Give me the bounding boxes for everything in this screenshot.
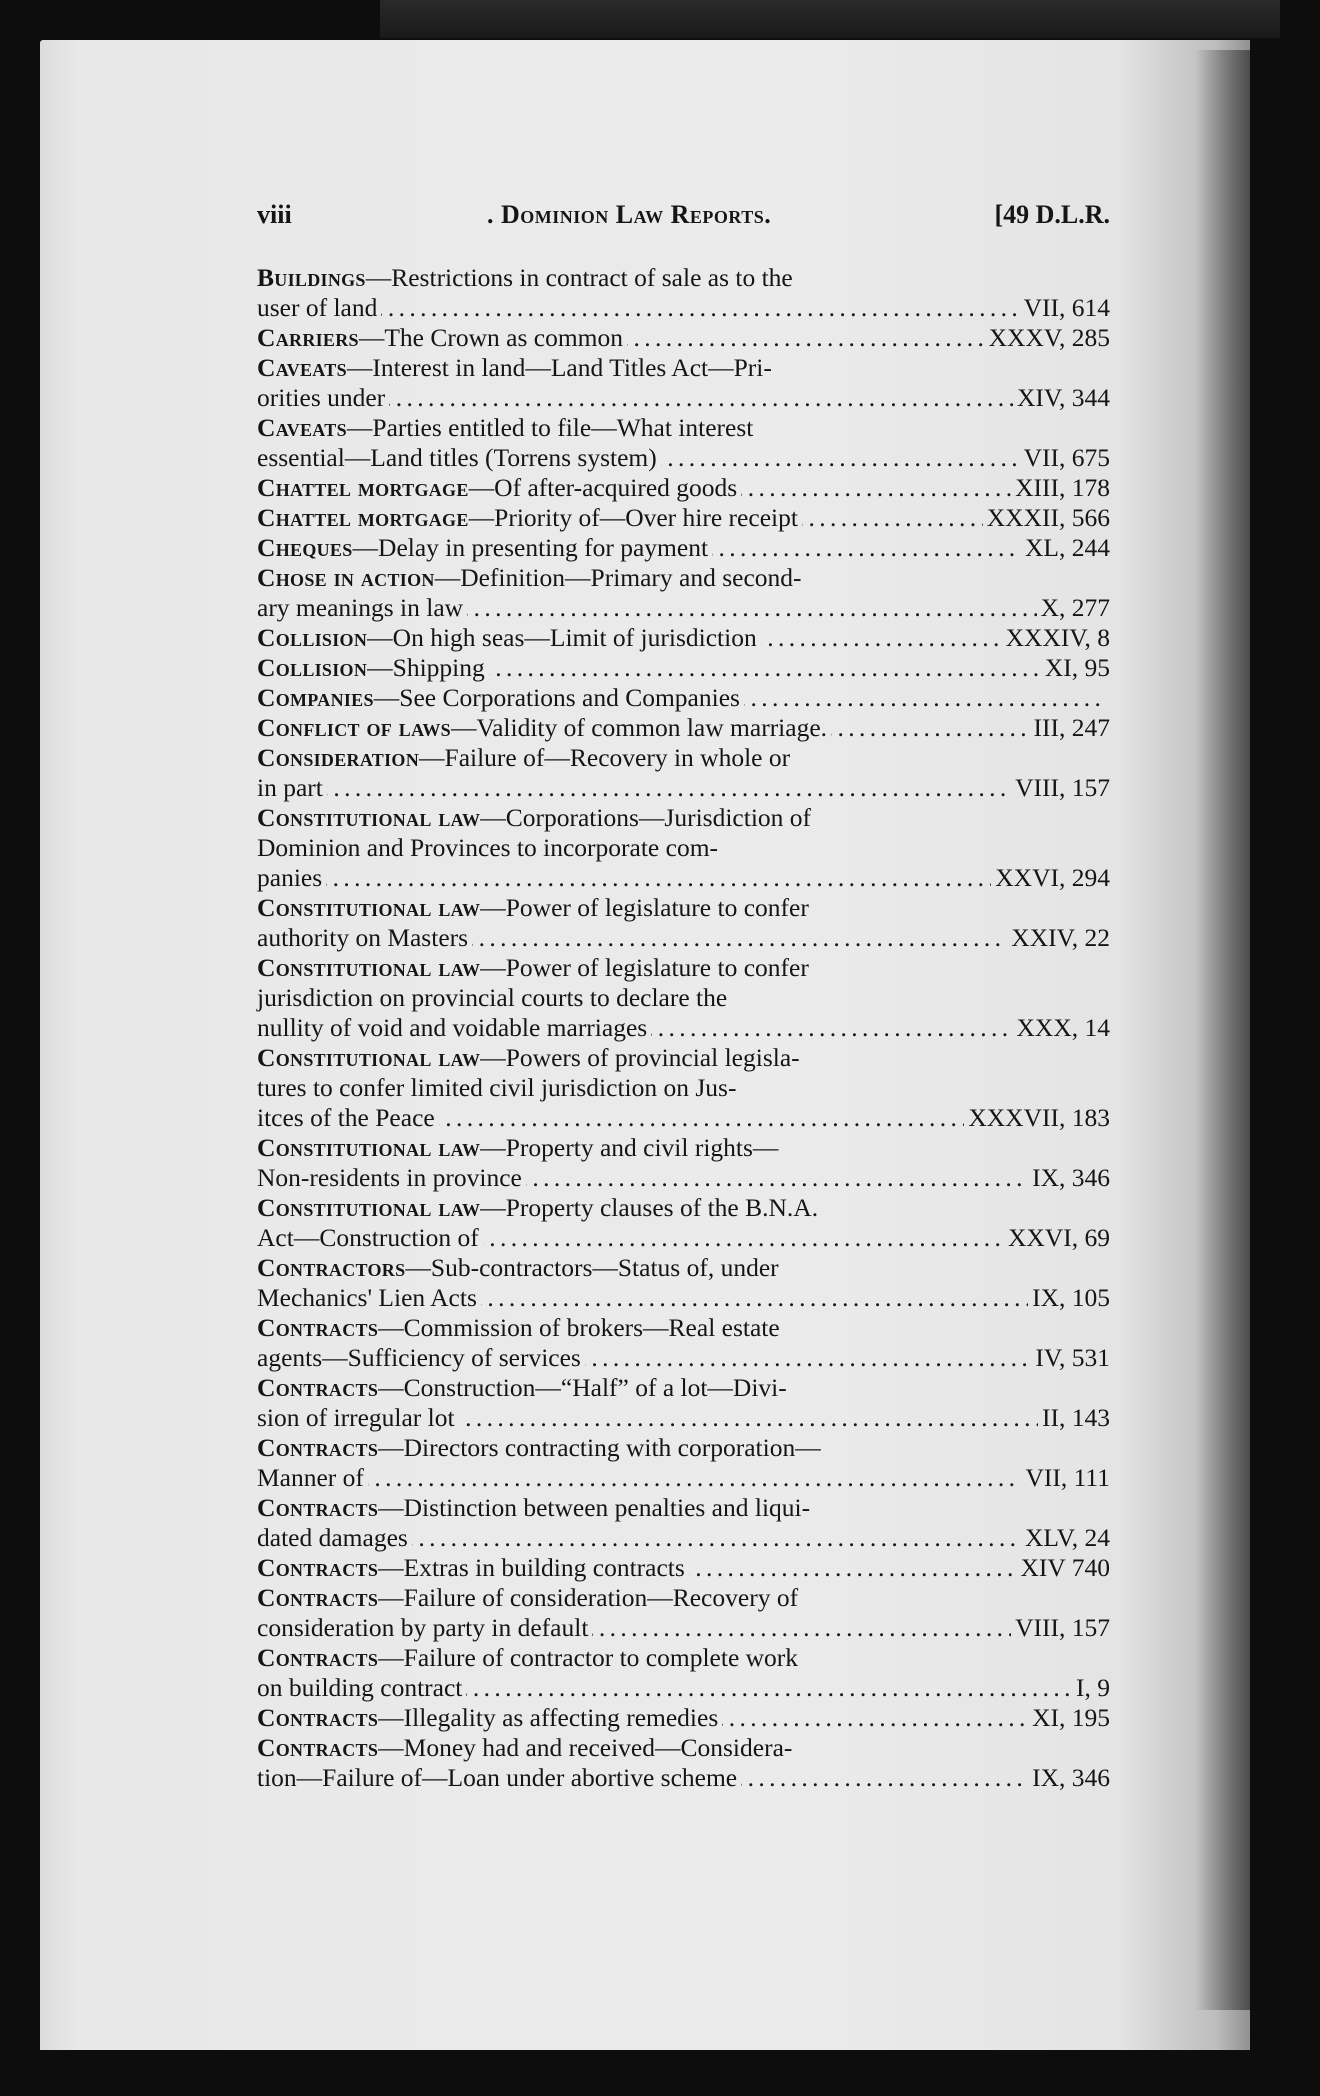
leader-dots [466, 1673, 1072, 1703]
entry-citation: IX, 346 [1032, 1163, 1110, 1192]
entry-text-group [257, 1673, 463, 1703]
entry-line [257, 413, 1110, 443]
leader-dots [761, 623, 1002, 653]
entry-citation: XI, 195 [1032, 1703, 1110, 1732]
running-header [257, 200, 1110, 240]
entry-heading: Chose in action [257, 563, 435, 592]
entry-citation: VII, 675 [1023, 443, 1110, 472]
entry-last-line [257, 1673, 1110, 1703]
entry-line [257, 1493, 1110, 1523]
index-entry [257, 893, 1110, 953]
entry-text: —Money had and received—Considera- [378, 1733, 793, 1762]
entry-text: agents—Sufficiency of services [257, 1343, 581, 1372]
entry-last-line [257, 443, 1110, 473]
entry-text-group [257, 1013, 648, 1043]
entry-text: Mechanics' Lien Acts [257, 1283, 477, 1312]
entry-line [257, 893, 1110, 923]
index-entry [257, 503, 1110, 533]
entry-citation: XL, 244 [1025, 533, 1110, 562]
entry-text: —Sub-contractors—Status of, under [405, 1253, 779, 1282]
entry-line [257, 1073, 1110, 1103]
entry-heading: Contracts [257, 1313, 379, 1342]
entry-citation: VIII, 157 [1015, 773, 1110, 802]
entry-text: —Corporations—Jurisdiction of [480, 803, 812, 832]
entry-heading: Contracts [257, 1553, 379, 1582]
entry-heading: Carriers [257, 323, 359, 352]
entry-line [257, 803, 1110, 833]
leader-dots [327, 773, 1011, 803]
entry-last-line [257, 293, 1110, 323]
entry-heading: Chattel mortgage [257, 503, 469, 532]
entry-heading: Companies [257, 683, 374, 712]
entry-line [257, 983, 1110, 1013]
entry-text: —The Crown as common [358, 323, 624, 352]
page-number: viii [257, 200, 292, 229]
entry-last-line [257, 1703, 1110, 1733]
entry-text: in part [257, 773, 323, 802]
entry-text-group [257, 323, 624, 353]
entry-heading: Caveats [257, 353, 347, 382]
entry-citation: III, 247 [1033, 713, 1110, 742]
index-entry [257, 1493, 1110, 1553]
leader-dots [412, 1523, 1021, 1553]
entry-text-group [257, 1763, 738, 1793]
entry-citation: XXVI, 69 [1008, 1223, 1110, 1252]
entry-text-group [257, 923, 469, 953]
entry-text: dated damages [257, 1523, 408, 1552]
entry-last-line [257, 653, 1110, 683]
entry-text-group [257, 713, 828, 743]
entry-heading: Consideration [257, 743, 420, 772]
entry-citation: IX, 105 [1032, 1283, 1110, 1312]
entry-line [257, 1043, 1110, 1073]
index-entry [257, 533, 1110, 563]
entry-text-group [257, 293, 378, 323]
entry-text: Dominion and Provinces to incorporate com- [257, 833, 719, 862]
entry-citation: XI, 95 [1044, 653, 1110, 682]
entry-last-line [257, 923, 1110, 953]
index-entry [257, 353, 1110, 413]
entry-citation: X, 277 [1040, 593, 1110, 622]
entry-last-line [257, 713, 1110, 743]
entry-text: —Construction—“Half” of a lot—Divi- [378, 1373, 787, 1402]
entry-text: —Property clauses of the B.N.A. [480, 1193, 819, 1222]
entry-text-group [257, 1553, 685, 1583]
entry-citation: XIII, 178 [1015, 473, 1110, 502]
entry-text-group [257, 1283, 477, 1313]
index-entry [257, 953, 1110, 1043]
entry-text-group [257, 503, 798, 533]
entry-text: on building contract [257, 1673, 463, 1702]
entry-line [257, 1373, 1110, 1403]
entry-text-group [257, 593, 464, 623]
entry-last-line [257, 383, 1110, 413]
entry-text: —Parties entitled to file—What interest [346, 413, 754, 442]
index-entry [257, 1733, 1110, 1793]
entry-line [257, 1253, 1110, 1283]
leader-dots [722, 1703, 1028, 1733]
entry-line [257, 743, 1110, 773]
entry-text-group [257, 1343, 581, 1373]
entry-line [257, 1643, 1110, 1673]
entry-heading: Chattel mortgage [257, 473, 469, 502]
entry-citation: XXX, 14 [1016, 1013, 1110, 1042]
entry-citation: IX, 346 [1032, 1763, 1110, 1792]
entry-text-group [257, 1463, 364, 1493]
leader-dots [483, 1223, 1004, 1253]
leader-dots [712, 533, 1021, 563]
index-entry [257, 1313, 1110, 1373]
entry-text-group [257, 623, 757, 653]
leader-dots [439, 1103, 965, 1133]
entry-last-line [257, 503, 1110, 533]
entry-line [257, 1733, 1110, 1763]
entry-text: —Directors contracting with corporation— [378, 1433, 821, 1462]
entry-citation: I, 9 [1076, 1673, 1110, 1702]
index-entry [257, 413, 1110, 473]
entry-line [257, 1433, 1110, 1463]
entry-last-line [257, 1523, 1110, 1553]
entry-text: user of land [257, 293, 378, 322]
entry-text-group [257, 1403, 455, 1433]
entry-line [257, 953, 1110, 983]
entry-last-line [257, 623, 1110, 653]
index-entry [257, 683, 1110, 713]
entry-text: Manner of [257, 1463, 364, 1492]
entry-heading: Contracts [257, 1733, 379, 1762]
entry-last-line [257, 1163, 1110, 1193]
entry-citation: XLV, 24 [1024, 1523, 1110, 1552]
entry-heading: Constitutional law [257, 803, 481, 832]
entry-heading: Caveats [257, 413, 347, 442]
entry-citation: XXXIV, 8 [1005, 623, 1110, 652]
leader-dots [472, 923, 1007, 953]
entry-text-group [257, 533, 709, 563]
entry-line [257, 1583, 1110, 1613]
entry-text-group [257, 473, 738, 503]
leader-dots [481, 1283, 1028, 1313]
entry-last-line [257, 683, 1110, 713]
entry-text: —Property and civil rights— [480, 1133, 779, 1162]
entry-citation: VIII, 157 [1015, 1613, 1110, 1642]
leader-dots [744, 683, 1106, 713]
leader-dots [627, 323, 985, 353]
entry-text: —Failure of consideration—Recovery of [378, 1583, 799, 1612]
entry-text: orities under [257, 383, 386, 412]
entry-line [257, 263, 1110, 293]
entry-text: essential—Land titles (Torrens system) [257, 443, 657, 472]
entry-text: —Power of legislature to confer [480, 893, 809, 922]
leader-dots [326, 863, 991, 893]
index-entry [257, 1253, 1110, 1313]
entry-heading: Contracts [257, 1493, 379, 1522]
entry-text: —Commission of brokers—Real estate [378, 1313, 780, 1342]
leader-dots [526, 1163, 1028, 1193]
entry-last-line [257, 1343, 1110, 1373]
entry-line [257, 1313, 1110, 1343]
entry-line [257, 563, 1110, 593]
entry-heading: Buildings [257, 263, 366, 292]
entry-line [257, 353, 1110, 383]
entry-last-line [257, 1223, 1110, 1253]
entry-text-group [257, 383, 386, 413]
entry-text: —Delay in presenting for payment [352, 533, 709, 562]
entry-last-line [257, 1013, 1110, 1043]
index-entry [257, 653, 1110, 683]
leader-dots [802, 503, 983, 533]
leader-dots [489, 653, 1041, 683]
entry-text: itces of the Peace [257, 1103, 435, 1132]
index-entry [257, 263, 1110, 323]
entry-text-group [257, 1103, 435, 1133]
entry-heading: Contracts [257, 1433, 379, 1462]
entry-heading: Collision [257, 623, 368, 652]
leader-dots [381, 293, 1019, 323]
entry-text-group [257, 773, 323, 803]
entry-heading: Contracts [257, 1703, 379, 1732]
entry-text-group [257, 1163, 522, 1193]
entry-text: —Power of legislature to confer [480, 953, 809, 982]
index-entry [257, 1433, 1110, 1493]
leader-dots [689, 1553, 1017, 1583]
index-entry [257, 1373, 1110, 1433]
index-entry [257, 1043, 1110, 1133]
index-entry [257, 713, 1110, 743]
entry-text: —Failure of—Recovery in whole or [419, 743, 791, 772]
entry-heading: Contracts [257, 1373, 379, 1402]
entry-text-group [257, 683, 740, 713]
entry-text: —Priority of—Over hire receipt [468, 503, 798, 532]
index-entry [257, 323, 1110, 353]
leader-dots [592, 1613, 1011, 1643]
entry-text: —Validity of common law marriage. [451, 713, 828, 742]
entry-citation: VII, 111 [1025, 1463, 1110, 1492]
entry-heading: Constitutional law [257, 1043, 481, 1072]
entry-citation: XXXVII, 183 [968, 1103, 1110, 1132]
entry-citation: VII, 614 [1023, 293, 1110, 322]
leader-dots [831, 713, 1029, 743]
index-entry [257, 473, 1110, 503]
entry-citation: XIV 740 [1020, 1553, 1110, 1582]
entry-heading: Constitutional law [257, 1193, 481, 1222]
volume-reference: [49 D.L.R. [994, 200, 1110, 229]
entry-text: nullity of void and voidable marriages [257, 1013, 648, 1042]
entry-heading: Contractors [257, 1253, 406, 1282]
entry-last-line [257, 473, 1110, 503]
entry-citation: XXIV, 22 [1011, 923, 1110, 952]
index-entry [257, 743, 1110, 803]
entry-text: tion—Failure of—Loan under abortive scheme [257, 1763, 738, 1792]
entry-text: panies [257, 863, 323, 892]
entry-last-line [257, 863, 1110, 893]
entry-text: Non-residents in province [257, 1163, 522, 1192]
index-entry [257, 803, 1110, 893]
index-entry [257, 1553, 1110, 1583]
entry-citation: XXXII, 566 [986, 503, 1110, 532]
entry-heading: Constitutional law [257, 1133, 481, 1162]
entry-heading: Constitutional law [257, 953, 481, 982]
entry-text: —Illegality as affecting remedies [378, 1703, 719, 1732]
index-entry [257, 563, 1110, 623]
entry-last-line [257, 1613, 1110, 1643]
entry-text: —See Corporations and Companies [373, 683, 740, 712]
entry-line [257, 833, 1110, 863]
entry-text: ary meanings in law [257, 593, 464, 622]
leader-dots [368, 1463, 1022, 1493]
book-spine [380, 0, 1280, 38]
entry-citation: IV, 531 [1035, 1343, 1110, 1372]
entry-citation: II, 143 [1042, 1403, 1110, 1432]
entry-last-line [257, 1763, 1110, 1793]
leader-dots [459, 1403, 1038, 1433]
entry-text: —Shipping [367, 653, 485, 682]
entry-text: —Definition—Primary and second- [434, 563, 802, 592]
entry-text: —Interest in land—Land Titles Act—Pri- [346, 353, 772, 382]
leader-dots [741, 473, 1011, 503]
entry-text: —Powers of provincial legisla- [480, 1043, 800, 1072]
entry-text: Act—Construction of [257, 1223, 479, 1252]
entry-text: —Failure of contractor to complete work [378, 1643, 799, 1672]
entry-text-group [257, 863, 323, 893]
entry-text: sion of irregular lot [257, 1403, 455, 1432]
entry-text-group [257, 1223, 479, 1253]
entry-heading: Contracts [257, 1643, 379, 1672]
scan-border [1250, 40, 1320, 2096]
entry-line [257, 1193, 1110, 1223]
leader-dots [741, 1763, 1028, 1793]
entry-text: authority on Masters [257, 923, 469, 952]
page-edge-shadow [1195, 50, 1250, 2010]
entry-text-group [257, 653, 485, 683]
entry-text: —On high seas—Limit of jurisdiction [367, 623, 757, 652]
entry-heading: Conflict of laws [257, 713, 451, 742]
entry-heading: Contracts [257, 1583, 379, 1612]
entry-last-line [257, 593, 1110, 623]
entry-heading: Constitutional law [257, 893, 481, 922]
index-entry [257, 1193, 1110, 1253]
entry-citation: XXVI, 294 [995, 863, 1110, 892]
entry-last-line [257, 533, 1110, 563]
entry-text: —Extras in building contracts [378, 1553, 685, 1582]
entry-citation: XIV, 344 [1016, 383, 1110, 412]
leader-dots [651, 1013, 1012, 1043]
entry-text-group [257, 1523, 408, 1553]
entry-text: —Restrictions in contract of sale as to the [365, 263, 793, 292]
index-entries [257, 263, 1110, 1793]
index-entry [257, 623, 1110, 653]
index-entry [257, 1583, 1110, 1643]
entry-text-group [257, 443, 657, 473]
leader-dots [467, 593, 1037, 623]
entry-last-line [257, 1103, 1110, 1133]
entry-heading: Collision [257, 653, 368, 682]
leader-dots [661, 443, 1020, 473]
leader-dots [389, 383, 1013, 413]
index-entry [257, 1643, 1110, 1703]
entry-text-group [257, 1613, 589, 1643]
leader-dots [585, 1343, 1032, 1373]
entry-text: jurisdiction on provincial courts to declare the [257, 983, 728, 1012]
entry-text: tures to confer limited civil jurisdiction on Jus- [257, 1073, 737, 1102]
entry-text-group [257, 1703, 719, 1733]
entry-last-line [257, 1283, 1110, 1313]
index-entry [257, 1133, 1110, 1193]
entry-last-line [257, 1553, 1110, 1583]
entry-citation: XXXV, 285 [988, 323, 1110, 352]
entry-last-line [257, 1403, 1110, 1433]
entry-text: —Distinction between penalties and liqui- [378, 1493, 811, 1522]
entry-last-line [257, 773, 1110, 803]
entry-last-line [257, 323, 1110, 353]
running-title: . Dominion Law Reports. [487, 200, 772, 229]
entry-text: consideration by party in default [257, 1613, 589, 1642]
index-entry [257, 1703, 1110, 1733]
entry-line [257, 1133, 1110, 1163]
entry-last-line [257, 1463, 1110, 1493]
entry-heading: Cheques [257, 533, 353, 562]
entry-text: —Of after-acquired goods [468, 473, 738, 502]
